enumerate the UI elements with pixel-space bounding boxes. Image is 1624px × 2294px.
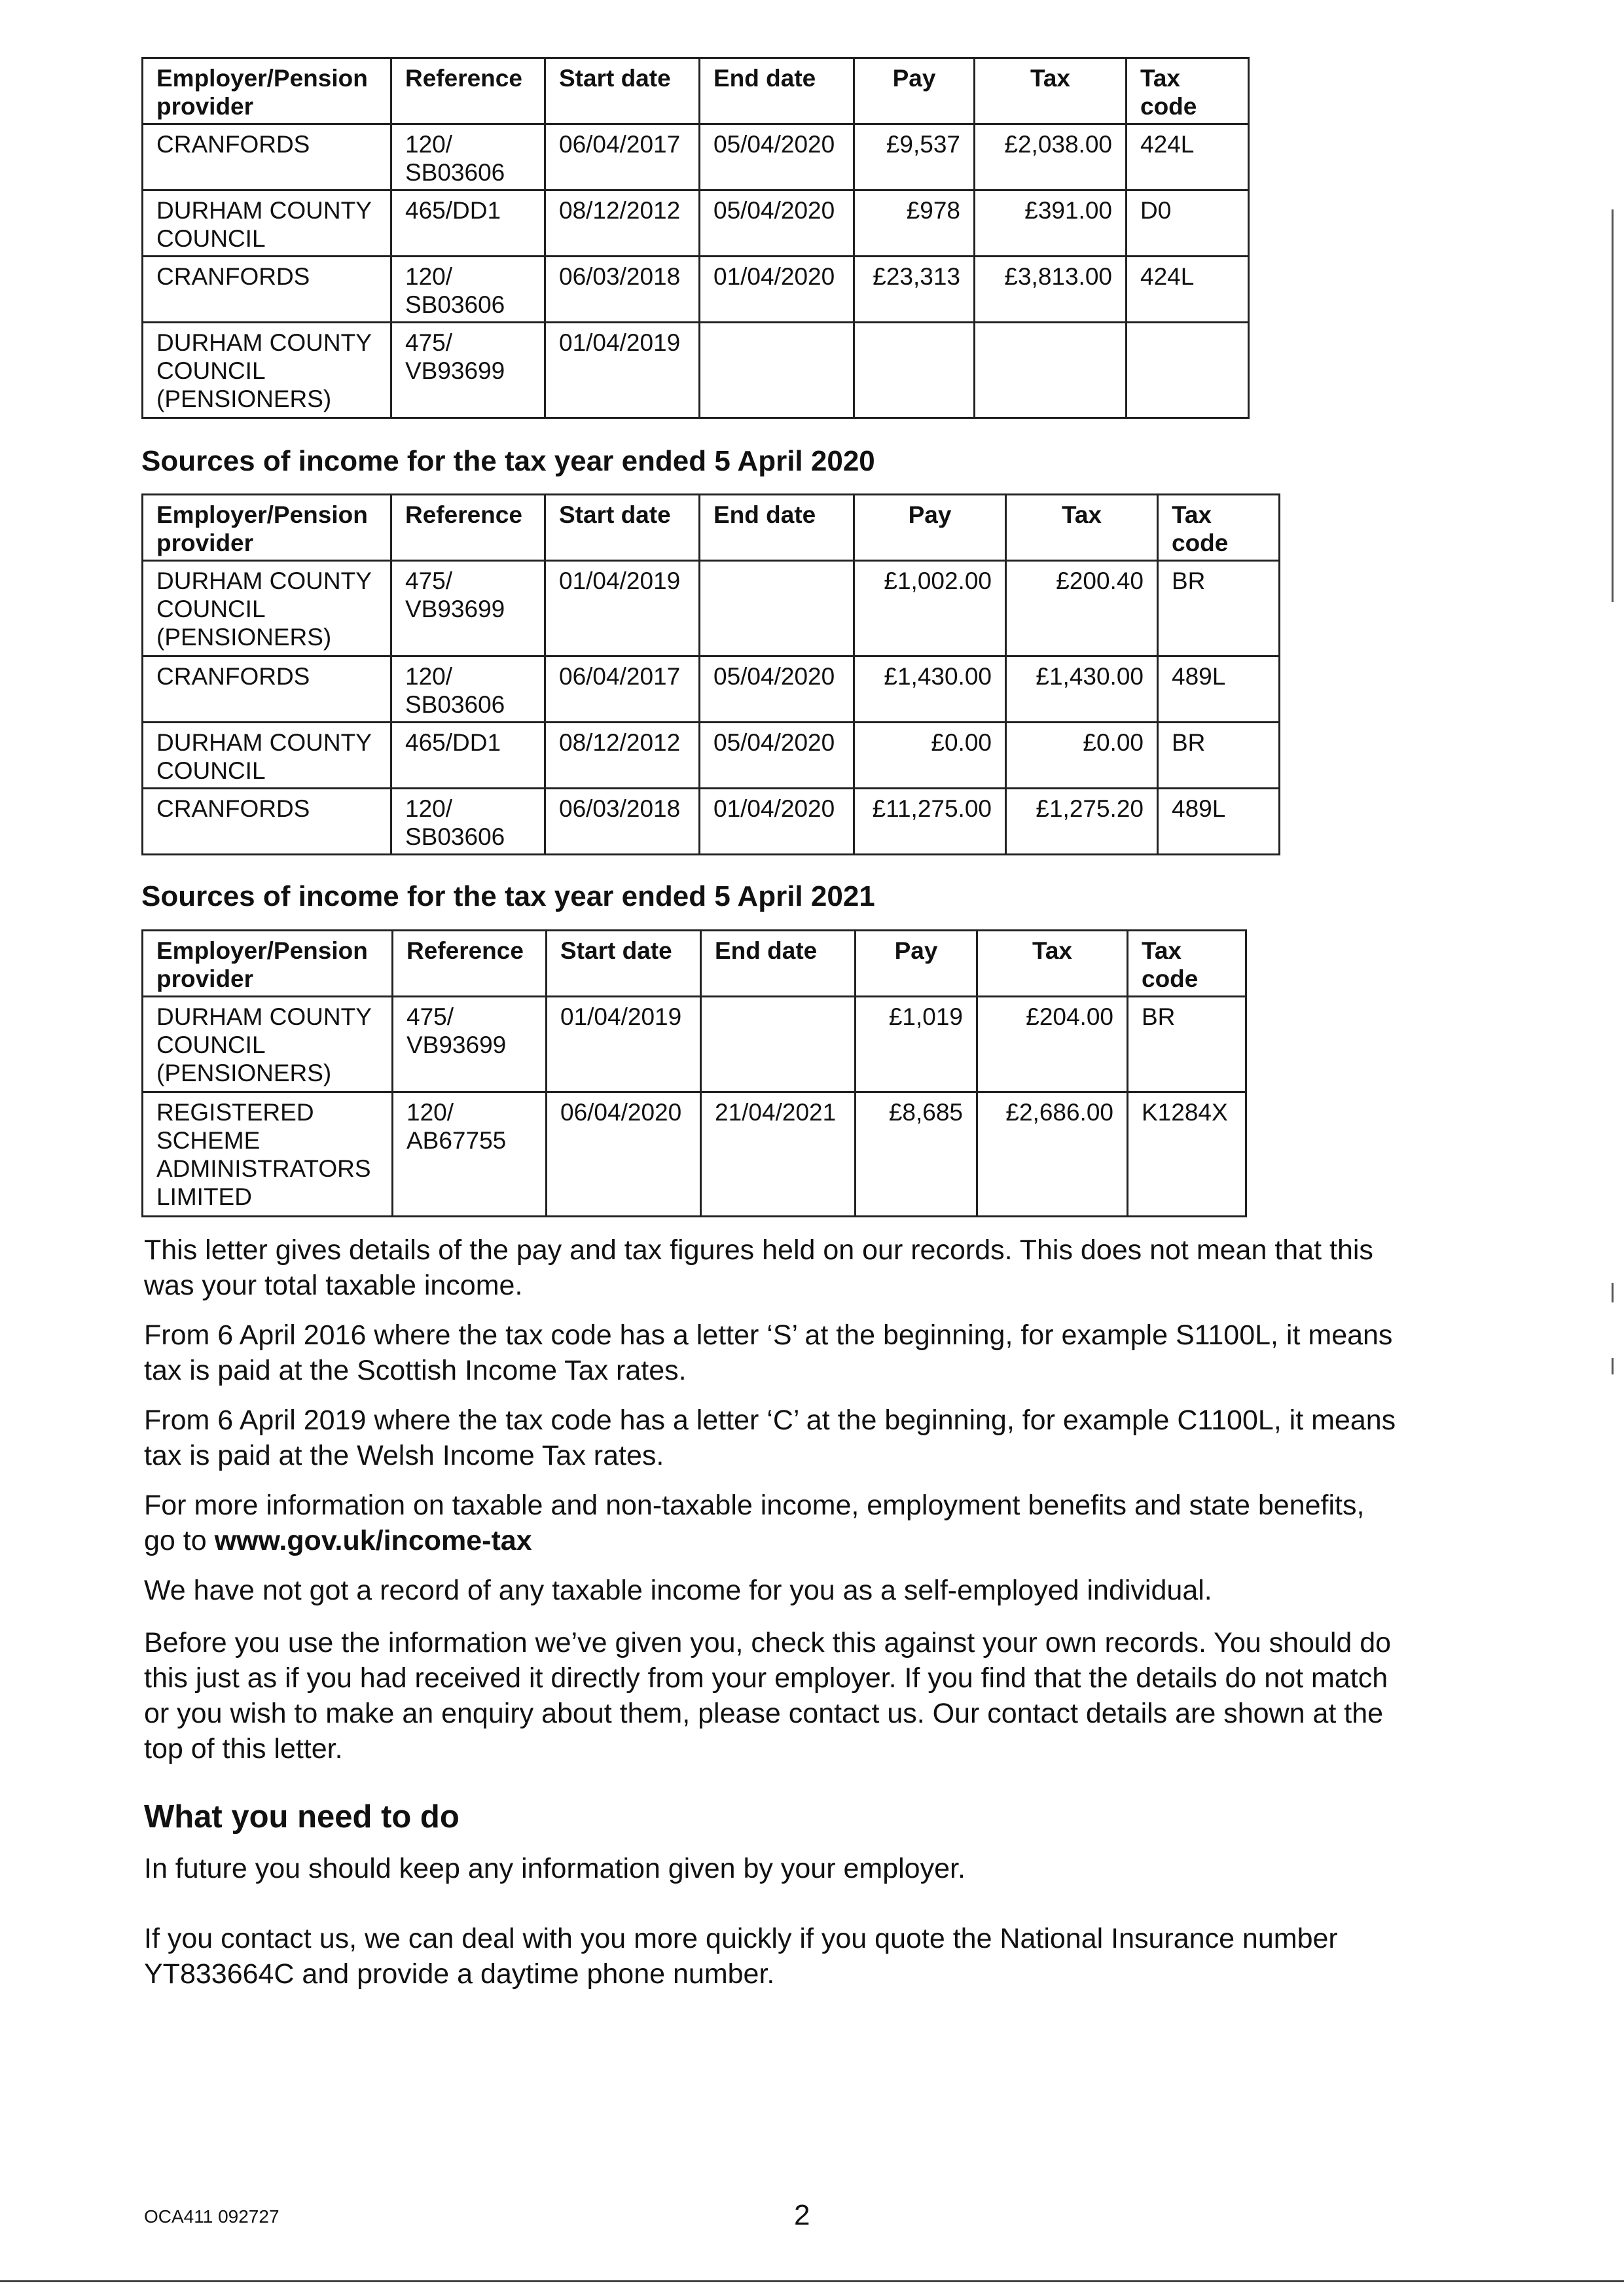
paragraph-welsh-tax-code: From 6 April 2019 where the tax code has a letter ‘C’ at the beginning, for example C1100L, it means tax is paid at the Welsh Income Tax rates. [144,1405,1396,1471]
col-header-tax-code: Tax code [1128,931,1246,997]
cell-start-date: 01/04/2019 [547,997,701,1092]
col-header-reference: Reference [391,495,545,561]
cell-start-date: 06/03/2018 [545,257,700,323]
col-header-start-date: Start date [545,58,700,124]
paragraph-more-information [144,1488,1401,1558]
cell-start-date: 06/03/2018 [545,789,700,855]
cell-end-date: 05/04/2020 [700,190,854,257]
table-row [143,561,1280,656]
cell-reference: 475/ VB93699 [391,561,545,656]
cell-pay: £1,430.00 [854,656,1006,723]
income-table-2021 [141,929,1247,1217]
page-bottom-rule [0,2280,1624,2282]
income-tax-link[interactable]: www.gov.uk/income-tax [214,1525,532,1556]
col-header-reference: Reference [391,58,545,124]
paragraph-contact-us: If you contact us, we can deal with you more quickly if you quote the National Insurance number YT833664C and provide a daytime phone number. [144,1923,1338,1990]
col-header-tax-code: Tax code [1158,495,1280,561]
cell-end-date [701,997,856,1092]
cell-pay: £978 [854,190,975,257]
cell-provider: CRANFORDS [143,789,391,855]
table-row [143,257,1249,323]
cell-start-date: 01/04/2019 [545,561,700,656]
cell-tax: £391.00 [975,190,1127,257]
cell-tax: £2,686.00 [977,1092,1128,1217]
cell-provider: CRANFORDS [143,656,391,723]
table-row [143,997,1246,1092]
cell-provider: DURHAM COUNTY COUNCIL (PENSIONERS) [143,997,393,1092]
cell-tax: £200.40 [1006,561,1158,656]
right-edge-mark [1612,1358,1614,1374]
cell-tax: £1,275.20 [1006,789,1158,855]
col-header-end-date: End date [701,931,856,997]
section-heading-2020: Sources of income for the tax year ended 5 April 2020 [141,445,875,477]
col-header-pay: Pay [854,58,975,124]
cell-tax-code: 489L [1158,789,1280,855]
cell-provider: CRANFORDS [143,257,391,323]
cell-reference: 120/ AB67755 [393,1092,547,1217]
more-information-text: For more information on taxable and non-taxable income, employment benefits and state benefits, go to [144,1490,1365,1556]
cell-provider: DURHAM COUNTY COUNCIL (PENSIONERS) [143,323,391,418]
cell-reference: 475/ VB93699 [393,997,547,1092]
cell-tax-code [1127,323,1249,418]
cell-tax-code: BR [1158,561,1280,656]
cell-pay: £11,275.00 [854,789,1006,855]
cell-end-date: 21/04/2021 [701,1092,856,1217]
cell-pay: £1,019 [856,997,977,1092]
cell-pay [854,323,975,418]
col-header-reference: Reference [393,931,547,997]
table-header-row [143,931,1246,997]
cell-pay: £8,685 [856,1092,977,1217]
col-header-tax: Tax [1006,495,1158,561]
cell-tax: £2,038.00 [975,124,1127,190]
table-row [143,723,1280,789]
col-header-tax: Tax [977,931,1128,997]
cell-pay: £23,313 [854,257,975,323]
income-table-2020 [141,493,1280,855]
cell-tax-code: K1284X [1128,1092,1246,1217]
paragraph-check-records: Before you use the information we’ve given you, check this against your own records. You should do this just as if you had received it directly from your employer. If you find that the details do not match or you wish to make an enquiry about them, please contact us. Our contact details are shown at the top of this letter. [144,1627,1392,1765]
cell-tax: £3,813.00 [975,257,1127,323]
cell-tax-code: BR [1128,997,1246,1092]
col-header-provider: Employer/Pension provider [143,931,393,997]
cell-pay: £0.00 [854,723,1006,789]
cell-tax [975,323,1127,418]
col-header-start-date: Start date [545,495,700,561]
col-header-provider: Employer/Pension provider [143,495,391,561]
paragraph-keep-information: In future you should keep any information given by your employer. [144,1853,965,1884]
what-you-need-to-do-heading: What you need to do [144,1799,460,1835]
cell-reference: 120/ SB03606 [391,656,545,723]
cell-start-date: 08/12/2012 [545,190,700,257]
col-header-end-date: End date [700,495,854,561]
table-row [143,124,1249,190]
cell-reference: 120/ SB03606 [391,124,545,190]
col-header-pay: Pay [854,495,1006,561]
cell-end-date [700,323,854,418]
cell-reference: 120/ SB03606 [391,257,545,323]
paragraph-scottish-tax-code: From 6 April 2016 where the tax code has a letter ‘S’ at the beginning, for example S1100L, it means tax is paid at the Scottish Income Tax rates. [144,1319,1393,1386]
col-header-end-date: End date [700,58,854,124]
col-header-start-date: Start date [547,931,701,997]
cell-start-date: 06/04/2017 [545,124,700,190]
cell-end-date: 05/04/2020 [700,723,854,789]
table-row [143,190,1249,257]
table-row [143,1092,1246,1217]
col-header-tax-code: Tax code [1127,58,1249,124]
cell-tax: £0.00 [1006,723,1158,789]
cell-provider: DURHAM COUNTY COUNCIL [143,723,391,789]
right-edge-mark [1612,209,1614,602]
cell-tax-code: 424L [1127,257,1249,323]
cell-tax-code: 489L [1158,656,1280,723]
income-table-previous [141,57,1250,419]
cell-end-date: 05/04/2020 [700,656,854,723]
cell-reference: 475/ VB93699 [391,323,545,418]
cell-pay: £9,537 [854,124,975,190]
cell-start-date: 06/04/2017 [545,656,700,723]
table-row [143,789,1280,855]
table-row [143,323,1249,418]
form-reference: OCA411 092727 [144,2206,280,2227]
cell-end-date [700,561,854,656]
cell-provider: CRANFORDS [143,124,391,190]
table-header-row [143,495,1280,561]
cell-tax: £204.00 [977,997,1128,1092]
cell-tax-code: BR [1158,723,1280,789]
col-header-pay: Pay [856,931,977,997]
table-row [143,656,1280,723]
cell-start-date: 06/04/2020 [547,1092,701,1217]
cell-provider: DURHAM COUNTY COUNCIL (PENSIONERS) [143,561,391,656]
cell-tax-code: 424L [1127,124,1249,190]
cell-start-date: 08/12/2012 [545,723,700,789]
cell-reference: 465/DD1 [391,190,545,257]
cell-tax: £1,430.00 [1006,656,1158,723]
cell-pay: £1,002.00 [854,561,1006,656]
paragraph-records-disclaimer: This letter gives details of the pay and tax figures held on our records. This does not mean that this was your total taxable income. [144,1234,1373,1301]
cell-end-date: 05/04/2020 [700,124,854,190]
cell-end-date: 01/04/2020 [700,789,854,855]
table-header-row [143,58,1249,124]
cell-provider: DURHAM COUNTY COUNCIL [143,190,391,257]
col-header-provider: Employer/Pension provider [143,58,391,124]
cell-reference: 120/ SB03606 [391,789,545,855]
cell-start-date: 01/04/2019 [545,323,700,418]
paragraph-self-employed: We have not got a record of any taxable income for you as a self-employed individual. [144,1575,1212,1606]
page-number: 2 [794,2199,810,2231]
cell-reference: 465/DD1 [391,723,545,789]
section-heading-2021: Sources of income for the tax year ended 5 April 2021 [141,880,875,912]
cell-tax-code: D0 [1127,190,1249,257]
cell-end-date: 01/04/2020 [700,257,854,323]
col-header-tax: Tax [975,58,1127,124]
cell-provider: REGISTERED SCHEME ADMINISTRATORS LIMITED [143,1092,393,1217]
right-edge-mark [1612,1283,1614,1302]
